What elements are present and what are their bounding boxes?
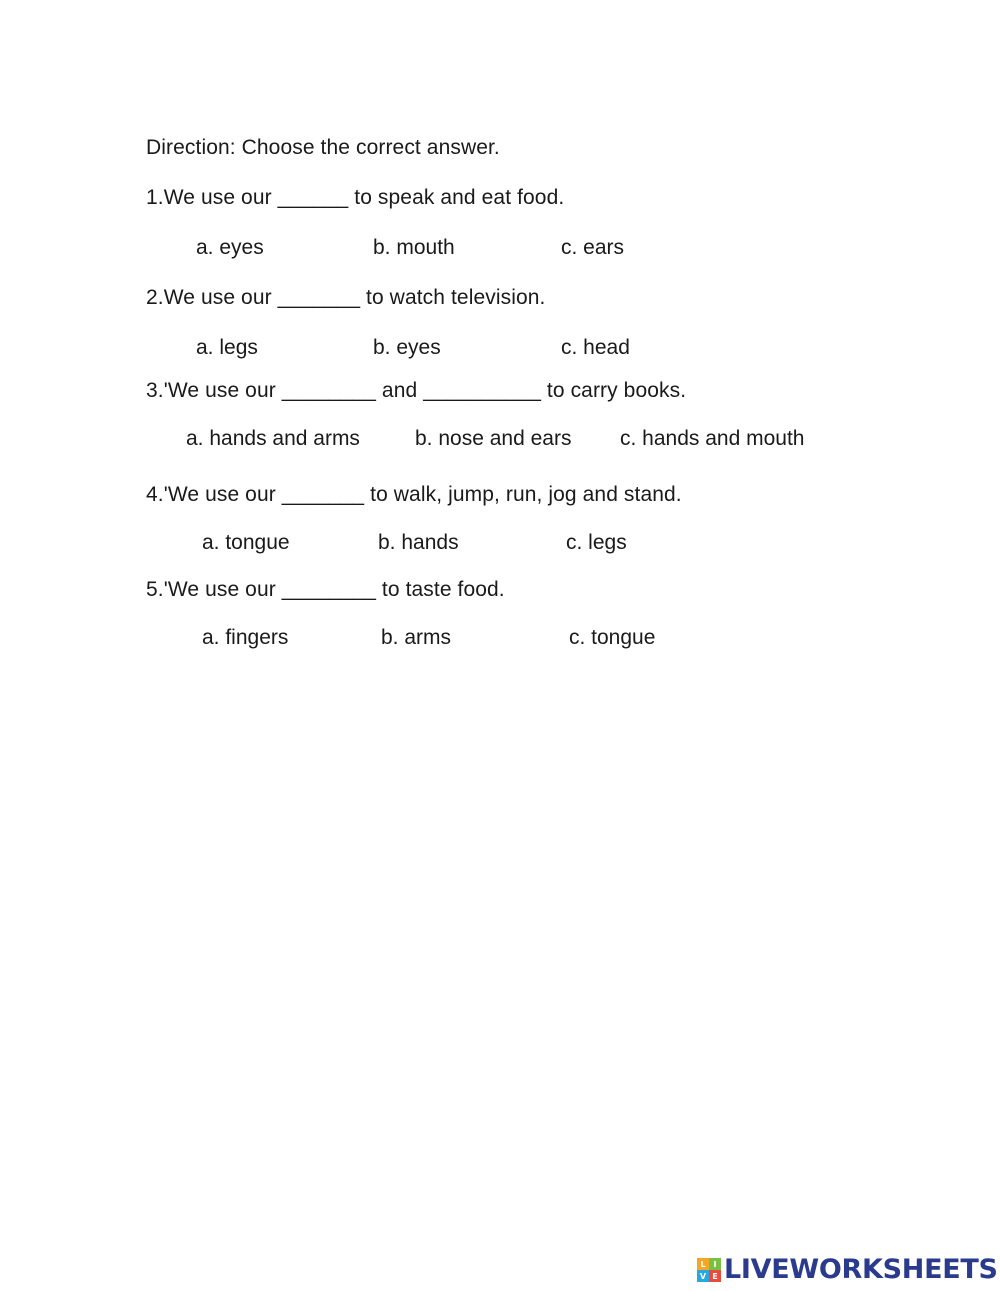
question-1-option-b[interactable]: b. mouth <box>373 236 455 259</box>
question-1-option-c[interactable]: c. ears <box>561 236 625 259</box>
liveworksheets-logo[interactable] <box>697 1255 998 1285</box>
question-1-option-a[interactable]: a. eyes <box>196 236 264 259</box>
logo-mark-e: E <box>709 1270 721 1282</box>
liveworksheets-logo-icon <box>697 1258 721 1282</box>
question-3-text: 3.'We use our ________ and __________ to carry books. <box>146 379 687 402</box>
question-5-option-b[interactable]: b. arms <box>381 626 452 649</box>
question-2-option-b[interactable]: b. eyes <box>373 336 441 359</box>
logo-mark-l: L <box>697 1258 709 1270</box>
question-4-option-c[interactable]: c. legs <box>566 531 627 554</box>
question-2-text: 2.We use our _______ to watch television. <box>146 286 546 309</box>
direction-text: Direction: Choose the correct answer. <box>146 136 500 159</box>
question-5-text: 5.'We use our ________ to taste food. <box>146 578 505 601</box>
question-4-option-a[interactable]: a. tongue <box>202 531 290 554</box>
question-5-option-a[interactable]: a. fingers <box>202 626 289 649</box>
question-2-option-c[interactable]: c. head <box>561 336 630 359</box>
question-3-option-b[interactable]: b. nose and ears <box>415 427 572 450</box>
question-1-text: 1.We use our ______ to speak and eat food. <box>146 186 565 209</box>
logo-mark-v: V <box>697 1270 709 1282</box>
question-3-option-a[interactable]: a. hands and arms <box>186 427 360 450</box>
question-5-option-c[interactable]: c. tongue <box>569 626 656 649</box>
liveworksheets-logo-text: LIVEWORKSHEETS <box>724 1254 998 1285</box>
question-2-option-a[interactable]: a. legs <box>196 336 258 359</box>
question-4-option-b[interactable]: b. hands <box>378 531 459 554</box>
logo-mark-i: I <box>709 1258 721 1270</box>
question-3-option-c[interactable]: c. hands and mouth <box>620 427 805 450</box>
question-4-text: 4.'We use our _______ to walk, jump, run, jog and stand. <box>146 483 682 506</box>
